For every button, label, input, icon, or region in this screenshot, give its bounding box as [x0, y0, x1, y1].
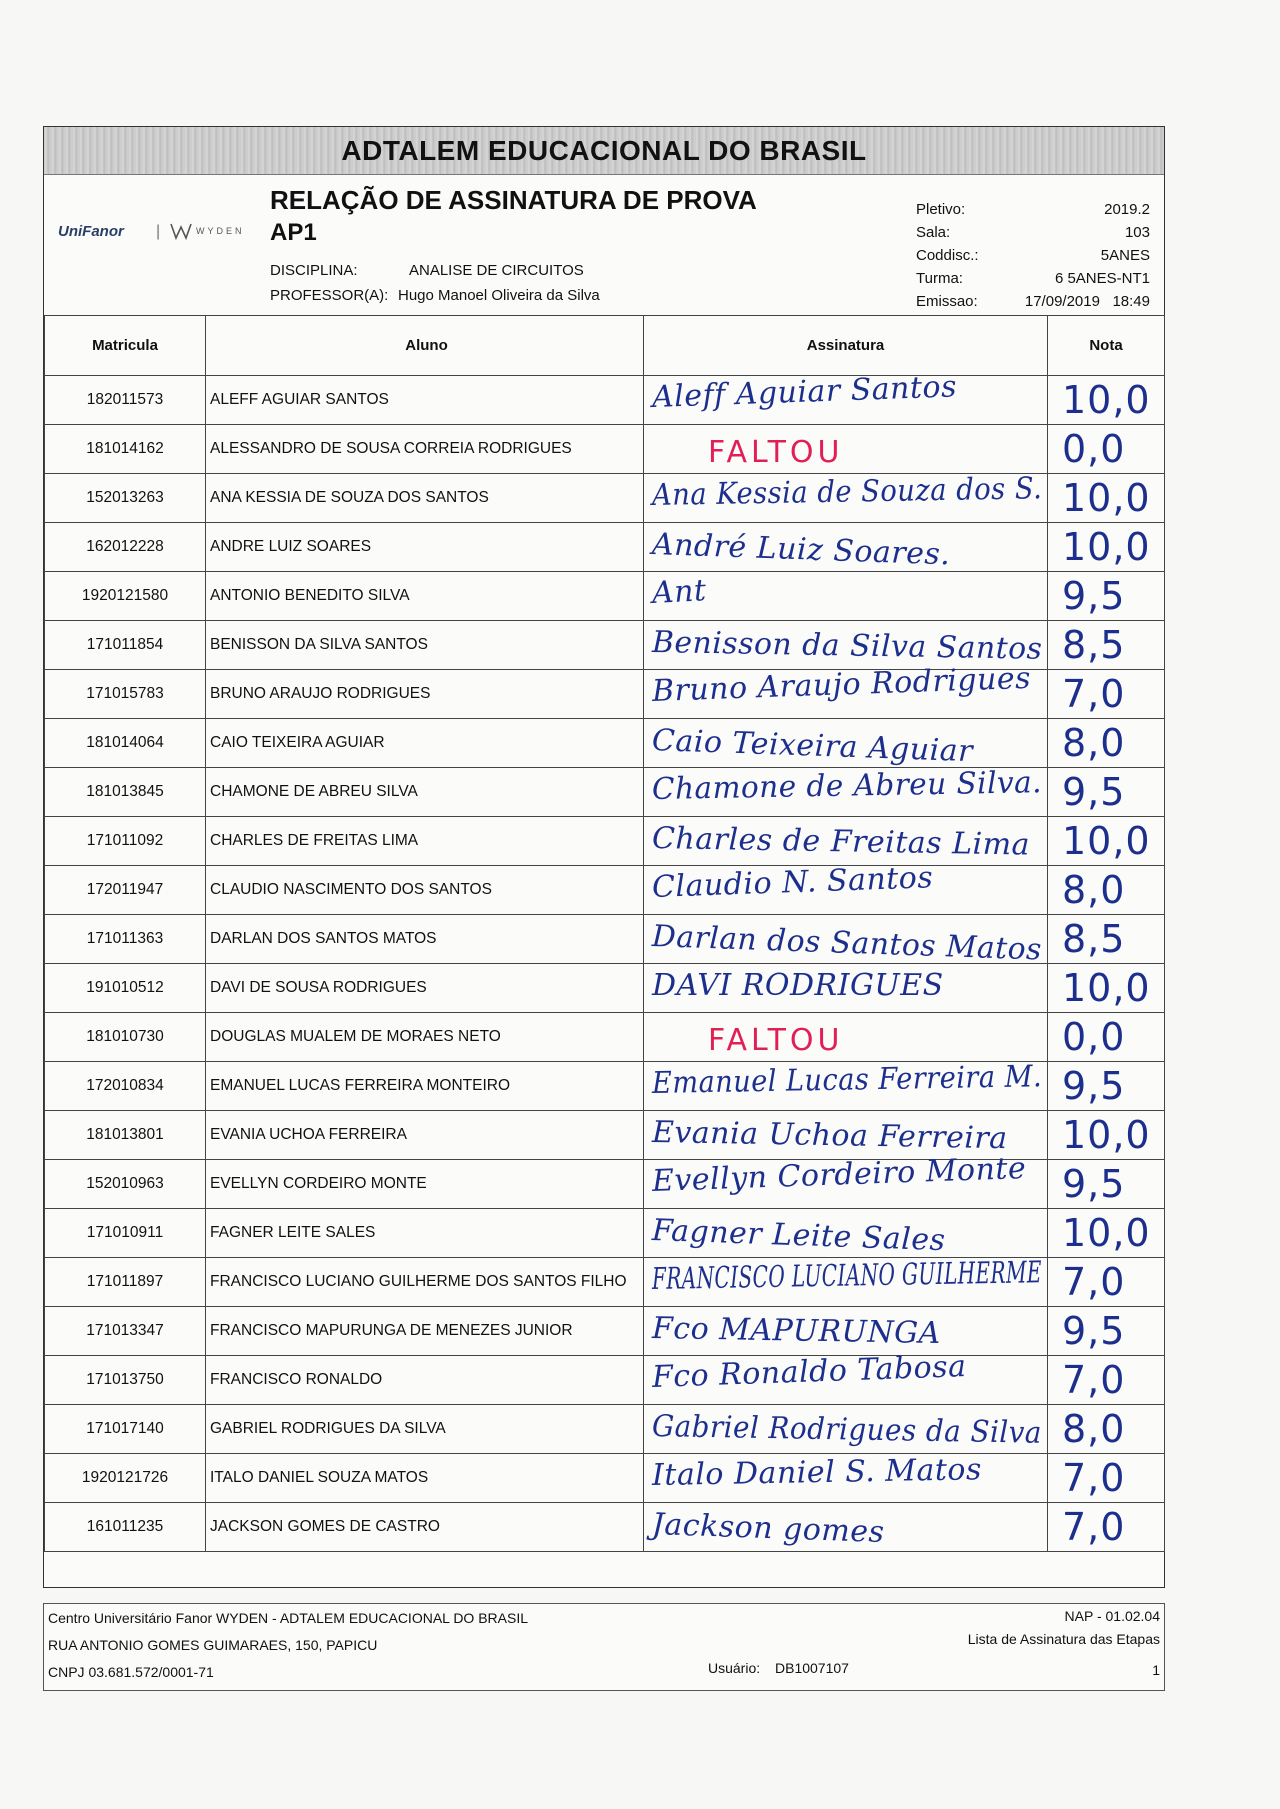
document-subtitle: AP1 — [270, 219, 317, 246]
matricula-cell: 171013750 — [45, 1356, 206, 1405]
professor-value: Hugo Manoel Oliveira da Silva — [398, 287, 600, 304]
nota-cell — [1048, 425, 1165, 474]
matricula-cell: 161011235 — [45, 1503, 206, 1552]
aluno-cell: ALEFF AGUIAR SANTOS — [206, 376, 644, 425]
matricula-cell: 152010963 — [45, 1160, 206, 1209]
footer-usuario-value: DB1007107 — [775, 1660, 849, 1676]
signature: Jackson gomes — [651, 1507, 886, 1551]
table-row — [45, 1405, 1165, 1454]
grade-value: 10,0 — [1062, 476, 1151, 520]
table-header-row — [45, 316, 1165, 376]
nota-cell — [1048, 1209, 1165, 1258]
matricula-cell: 171015783 — [45, 670, 206, 719]
assinatura-cell — [644, 1013, 1048, 1062]
footer-institution: Centro Universitário Fanor WYDEN - ADTALEM EDUCACIONAL DO BRASIL — [48, 1610, 529, 1626]
col-assinatura: Assinatura — [644, 316, 1048, 376]
grade-value: 8,5 — [1062, 917, 1126, 961]
aluno-cell: DOUGLAS MUALEM DE MORAES NETO — [206, 1013, 644, 1062]
matricula-cell: 171010911 — [45, 1209, 206, 1258]
signature: Aleff Aguiar Santos — [651, 369, 958, 415]
assinatura-cell — [644, 369, 1048, 425]
logo-text: UniFanor — [58, 223, 124, 240]
assinatura-cell — [644, 1150, 1048, 1209]
nota-cell — [1048, 523, 1165, 572]
nota-cell — [1048, 1013, 1165, 1062]
assinatura-cell — [644, 471, 1048, 523]
aluno-cell: JACKSON GOMES DE CASTRO — [206, 1503, 644, 1552]
table-row — [45, 817, 1165, 866]
matricula-cell: 181013845 — [45, 768, 206, 817]
matricula-cell: 1920121726 — [45, 1454, 206, 1503]
grade-value: 0,0 — [1062, 1015, 1126, 1059]
nota-cell — [1048, 915, 1165, 964]
professor-label: PROFESSOR(A): — [270, 287, 389, 304]
aluno-cell: ANDRE LUIZ SOARES — [206, 523, 644, 572]
matricula-cell: 172010834 — [45, 1062, 206, 1111]
pletivo-label: Pletivo: — [916, 201, 966, 218]
assinatura-cell — [644, 964, 1048, 1013]
signature-sheet — [43, 126, 1165, 1588]
coddisc-value: 5ANES — [1100, 247, 1150, 264]
nota-cell — [1048, 1062, 1165, 1111]
signature: Darlan dos Santos Matos — [651, 919, 1043, 968]
grade-value: 8,0 — [1062, 868, 1126, 912]
signature: Benisson da Silva Santos — [651, 625, 1043, 667]
matricula-cell: 191010512 — [45, 964, 206, 1013]
grade-value: 10,0 — [1062, 966, 1151, 1010]
aluno-cell: DAVI DE SOUSA RODRIGUES — [206, 964, 644, 1013]
signature: Charles de Freitas Lima — [651, 821, 1031, 863]
nota-cell — [1048, 474, 1165, 523]
assinatura-cell — [644, 1454, 1048, 1503]
table-row — [45, 1356, 1165, 1405]
matricula-cell: 181013801 — [45, 1111, 206, 1160]
signature: Italo Daniel S. Matos — [651, 1452, 983, 1493]
unifanor-logo — [58, 219, 268, 249]
assinatura-cell — [644, 1503, 1048, 1552]
signature: Evania Uchoa Ferreira — [651, 1115, 1008, 1157]
signature: Fco MAPURUNGA — [651, 1311, 942, 1352]
nota-cell — [1048, 376, 1165, 425]
grade-value: 7,0 — [1062, 1260, 1126, 1304]
signature: Fco Ronaldo Tabosa — [651, 1349, 968, 1395]
footer-form-code: NAP - 01.02.04 — [1064, 1608, 1160, 1624]
assinatura-cell — [644, 719, 1048, 768]
nota-cell — [1048, 964, 1165, 1013]
aluno-cell: FAGNER LEITE SALES — [206, 1209, 644, 1258]
nota-cell — [1048, 572, 1165, 621]
table-row — [45, 425, 1165, 474]
matricula-cell: 152013263 — [45, 474, 206, 523]
aluno-cell: ANTONIO BENEDITO SILVA — [206, 572, 644, 621]
pletivo-value: 2019.2 — [1104, 201, 1150, 218]
matricula-cell: 171011897 — [45, 1258, 206, 1307]
nota-cell — [1048, 1160, 1165, 1209]
absent-mark: FALTOU — [708, 435, 844, 470]
aluno-cell: EVANIA UCHOA FERREIRA — [206, 1111, 644, 1160]
table-row — [45, 1160, 1165, 1209]
grade-value: 7,0 — [1062, 1358, 1126, 1402]
signature-table — [44, 315, 1165, 1552]
assinatura-cell — [644, 915, 1048, 968]
table-row — [45, 1062, 1165, 1111]
footer-cnpj: CNPJ 03.681.572/0001-71 — [48, 1664, 214, 1680]
footer-address: RUA ANTONIO GOMES GUIMARAES, 150, PAPICU — [48, 1637, 378, 1653]
nota-cell — [1048, 1258, 1165, 1307]
col-nota: Nota — [1048, 316, 1165, 376]
assinatura-cell — [644, 1209, 1048, 1258]
aluno-cell: GABRIEL RODRIGUES DA SILVA — [206, 1405, 644, 1454]
grade-value: 8,0 — [1062, 721, 1126, 765]
aluno-cell: CAIO TEIXEIRA AGUIAR — [206, 719, 644, 768]
assinatura-cell — [644, 572, 1048, 621]
signature: Claudio N. Santos — [651, 860, 934, 905]
aluno-cell: FRANCISCO MAPURUNGA DE MENEZES JUNIOR — [206, 1307, 644, 1356]
table-row — [45, 719, 1165, 768]
aluno-cell: FRANCISCO RONALDO — [206, 1356, 644, 1405]
logo-separator: | — [156, 223, 161, 240]
nota-cell — [1048, 1454, 1165, 1503]
table-row — [45, 915, 1165, 964]
grade-value: 9,5 — [1062, 1064, 1126, 1108]
footer — [43, 1603, 1165, 1691]
turma-value: 6 5ANES-NT1 — [1054, 270, 1150, 287]
matricula-cell: 181014064 — [45, 719, 206, 768]
nota-cell — [1048, 670, 1165, 719]
grade-value: 10,0 — [1062, 378, 1151, 422]
assinatura-cell — [644, 1307, 1048, 1356]
nota-cell — [1048, 768, 1165, 817]
company-name: ADTALEM EDUCACIONAL DO BRASIL — [341, 135, 867, 166]
assinatura-cell — [644, 1255, 1048, 1307]
matricula-cell: 171011854 — [45, 621, 206, 670]
grade-value: 10,0 — [1062, 525, 1151, 569]
table-row — [45, 866, 1165, 915]
col-matricula: Matricula — [45, 316, 206, 376]
disciplina-value: ANALISE DE CIRCUITOS — [409, 262, 584, 279]
wyden-mark-icon — [170, 222, 192, 240]
grade-value: 7,0 — [1062, 672, 1126, 716]
matricula-cell: 171011363 — [45, 915, 206, 964]
assinatura-cell — [644, 817, 1048, 866]
table-row — [45, 670, 1165, 719]
matricula-cell: 162012228 — [45, 523, 206, 572]
signature: Ana Kessia de Souza dos S. — [651, 471, 1043, 513]
table-row — [45, 376, 1165, 425]
assinatura-cell — [644, 523, 1048, 572]
grade-value: 8,0 — [1062, 1407, 1126, 1451]
table-row — [45, 572, 1165, 621]
signature: Fagner Leite Sales — [651, 1213, 947, 1259]
grade-value: 8,5 — [1062, 623, 1126, 667]
signature: FRANCISCO LUCIANO GUILHERME — [651, 1255, 1043, 1297]
table-row — [45, 1258, 1165, 1307]
matricula-cell: 181010730 — [45, 1013, 206, 1062]
nota-cell — [1048, 1503, 1165, 1552]
matricula-cell: 182011573 — [45, 376, 206, 425]
matricula-cell: 171017140 — [45, 1405, 206, 1454]
aluno-cell: EVELLYN CORDEIRO MONTE — [206, 1160, 644, 1209]
nota-cell — [1048, 621, 1165, 670]
nota-cell — [1048, 817, 1165, 866]
assinatura-cell — [644, 660, 1048, 719]
table-row — [45, 768, 1165, 817]
matricula-cell: 172011947 — [45, 866, 206, 915]
signature: Evellyn Cordeiro Monte — [651, 1150, 1027, 1199]
assinatura-cell — [644, 765, 1048, 817]
footer-list-name: Lista de Assinatura das Etapas — [967, 1631, 1160, 1647]
sala-value: 103 — [1124, 224, 1150, 241]
footer-page-number: 1 — [1152, 1662, 1160, 1678]
aluno-cell: CHARLES DE FREITAS LIMA — [206, 817, 644, 866]
matricula-cell: 171013347 — [45, 1307, 206, 1356]
table-row — [45, 1503, 1165, 1552]
aluno-cell: CLAUDIO NASCIMENTO DOS SANTOS — [206, 866, 644, 915]
table-row — [45, 1013, 1165, 1062]
grade-value: 9,5 — [1062, 1309, 1126, 1353]
aluno-cell: BRUNO ARAUJO RODRIGUES — [206, 670, 644, 719]
aluno-cell: ALESSANDRO DE SOUSA CORREIA RODRIGUES — [206, 425, 644, 474]
table-row — [45, 1307, 1165, 1356]
table-row — [45, 1454, 1165, 1503]
footer-usuario-label: Usuário: — [708, 1660, 761, 1676]
nota-cell — [1048, 1356, 1165, 1405]
signature: André Luiz Soares. — [651, 527, 951, 573]
signature: Emanuel Lucas Ferreira M. — [651, 1059, 1043, 1101]
grade-value: 9,5 — [1062, 1162, 1126, 1206]
table-row — [45, 964, 1165, 1013]
grade-value: 0,0 — [1062, 427, 1126, 471]
grade-value: 7,0 — [1062, 1456, 1126, 1500]
matricula-cell: 171011092 — [45, 817, 206, 866]
aluno-cell: FRANCISCO LUCIANO GUILHERME DOS SANTOS FILHO — [206, 1258, 644, 1307]
assinatura-cell — [644, 1059, 1048, 1111]
grade-value: 10,0 — [1062, 1211, 1151, 1255]
document-title: RELAÇÃO DE ASSINATURA DE PROVA — [270, 185, 757, 215]
grade-value: 7,0 — [1062, 1505, 1126, 1549]
nota-cell — [1048, 866, 1165, 915]
table-row — [45, 1209, 1165, 1258]
sala-label: Sala: — [916, 224, 951, 241]
logo-wyden-text: WYDEN — [196, 226, 245, 236]
signature: Chamone de Abreu Silva. — [651, 765, 1043, 807]
table-row — [45, 474, 1165, 523]
signature: Ant — [651, 573, 708, 611]
assinatura-cell — [644, 1349, 1048, 1405]
nota-cell — [1048, 1111, 1165, 1160]
disciplina-label: DISCIPLINA: — [270, 262, 358, 279]
matricula-cell: 1920121580 — [45, 572, 206, 621]
grade-value: 9,5 — [1062, 770, 1126, 814]
table-row — [45, 523, 1165, 572]
emissao-label: Emissao: — [916, 293, 978, 310]
signature: DAVI RODRIGUES — [652, 968, 944, 1003]
aluno-cell: DARLAN DOS SANTOS MATOS — [206, 915, 644, 964]
aluno-cell: ANA KESSIA DE SOUZA DOS SANTOS — [206, 474, 644, 523]
coddisc-label: Coddisc.: — [916, 247, 979, 264]
nota-cell — [1048, 1405, 1165, 1454]
nota-cell — [1048, 719, 1165, 768]
aluno-cell: BENISSON DA SILVA SANTOS — [206, 621, 644, 670]
grade-value: 10,0 — [1062, 819, 1151, 863]
emissao-value: 17/09/2019 18:49 — [1024, 293, 1150, 310]
col-aluno: Aluno — [206, 316, 644, 376]
aluno-cell: ITALO DANIEL SOUZA MATOS — [206, 1454, 644, 1503]
aluno-cell: EMANUEL LUCAS FERREIRA MONTEIRO — [206, 1062, 644, 1111]
signature: Bruno Araujo Rodrigues — [651, 660, 1032, 709]
grade-value: 10,0 — [1062, 1113, 1151, 1157]
company-banner — [44, 127, 1164, 175]
assinatura-cell — [644, 860, 1048, 915]
turma-label: Turma: — [916, 270, 963, 287]
grade-value: 9,5 — [1062, 574, 1126, 618]
matricula-cell: 181014162 — [45, 425, 206, 474]
absent-mark: FALTOU — [708, 1023, 844, 1058]
signature: Gabriel Rodrigues da Silva — [651, 1409, 1043, 1451]
assinatura-cell — [644, 1405, 1048, 1454]
aluno-cell: CHAMONE DE ABREU SILVA — [206, 768, 644, 817]
signature: Caio Teixeira Aguiar — [651, 723, 974, 770]
assinatura-cell — [644, 425, 1048, 474]
nota-cell — [1048, 1307, 1165, 1356]
